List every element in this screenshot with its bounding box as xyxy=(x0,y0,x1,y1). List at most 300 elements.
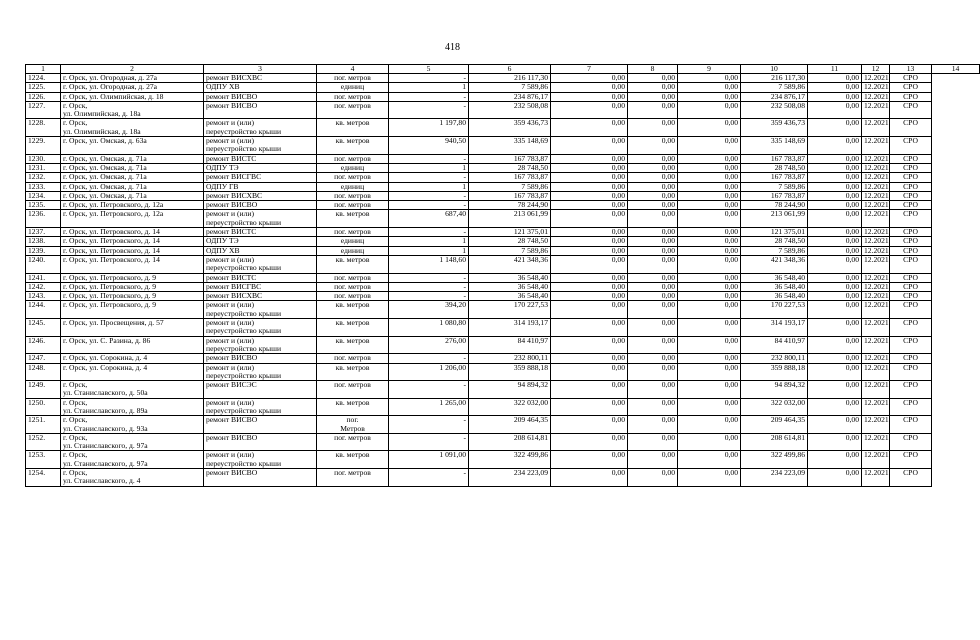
cost-cell-8: 0,00 xyxy=(551,191,628,200)
cost-cell-11: 234 223,09 xyxy=(741,469,808,487)
funding-source-cell: СРО xyxy=(890,101,932,119)
cost-cell-8: 0,00 xyxy=(551,363,628,381)
cost-total-cell: 94 894,32 xyxy=(469,381,551,399)
address-cell xyxy=(61,336,204,354)
cost-cell-8: 0,00 xyxy=(551,137,628,155)
work-type-cell-line: переустройство крыши xyxy=(206,343,282,353)
quantity-cell: - xyxy=(389,469,469,487)
work-type-cell-line: ремонт ВИСХВС xyxy=(206,190,263,200)
row-number-cell: 1242. xyxy=(26,282,61,291)
unit-cell-line: кв. метров xyxy=(335,136,370,146)
cost-cell-10: 0,00 xyxy=(678,292,741,301)
funding-source-cell: СРО xyxy=(890,246,932,255)
cost-cell-12: 0,00 xyxy=(808,163,862,172)
unit-cell-line: пог. метров xyxy=(334,190,371,200)
cost-total-cell: 121 375,01 xyxy=(469,228,551,237)
address-cell-line: г. Орск, ул. Омская, д. 71а xyxy=(63,181,147,191)
work-type-cell-line: переустройство крыши xyxy=(206,144,282,154)
cost-cell-9: 0,00 xyxy=(628,191,678,200)
address-cell-line: г. Орск, ул. Петровского, д. 9 xyxy=(63,272,157,282)
unit-cell xyxy=(317,363,389,381)
unit-cell xyxy=(317,354,389,363)
cost-cell-10: 0,00 xyxy=(678,255,741,273)
cost-total-cell: 36 548,40 xyxy=(469,282,551,291)
unit-cell-line: кв. метров xyxy=(335,118,370,128)
table-row xyxy=(26,336,980,354)
address-cell xyxy=(61,381,204,399)
row-number-cell: 1239. xyxy=(26,246,61,255)
cost-cell-9: 0,00 xyxy=(628,416,678,434)
address-cell xyxy=(61,210,204,228)
work-type-cell xyxy=(204,301,317,319)
address-cell xyxy=(61,301,204,319)
cost-cell-8: 0,00 xyxy=(551,163,628,172)
unit-cell xyxy=(317,101,389,119)
cost-cell-8: 0,00 xyxy=(551,119,628,137)
cost-cell-8: 0,00 xyxy=(551,469,628,487)
cost-cell-9: 0,00 xyxy=(628,201,678,210)
column-number-row xyxy=(26,65,980,74)
address-cell-line: г. Орск, ул. Огородная, д. 27а xyxy=(63,73,158,82)
deadline-cell: 12.2021 xyxy=(862,210,890,228)
row-number-cell: 1251. xyxy=(26,416,61,434)
funding-source-cell: СРО xyxy=(890,336,932,354)
address-cell xyxy=(61,255,204,273)
cost-cell-8: 0,00 xyxy=(551,255,628,273)
cost-cell-10: 0,00 xyxy=(678,154,741,163)
unit-cell-line: Метров xyxy=(340,423,365,433)
cost-cell-8: 0,00 xyxy=(551,273,628,282)
unit-cell xyxy=(317,273,389,282)
cost-cell-10: 0,00 xyxy=(678,210,741,228)
quantity-cell: - xyxy=(389,92,469,101)
unit-cell-line: пог. метров xyxy=(334,100,371,110)
cost-cell-10: 0,00 xyxy=(678,191,741,200)
cost-cell-11: 359 888,18 xyxy=(741,363,808,381)
cost-cell-12: 0,00 xyxy=(808,137,862,155)
unit-cell xyxy=(317,83,389,92)
row-number-cell: 1249. xyxy=(26,381,61,399)
cost-cell-11: 421 348,36 xyxy=(741,255,808,273)
cost-cell-11: 232 508,08 xyxy=(741,101,808,119)
row-number-cell: 1234. xyxy=(26,191,61,200)
address-cell-line: ул. Станиславского, д. 97а xyxy=(63,458,148,468)
funding-source-cell: СРО xyxy=(890,282,932,291)
cost-total-cell: 36 548,40 xyxy=(469,273,551,282)
deadline-cell: 12.2021 xyxy=(862,92,890,101)
funding-source-cell: СРО xyxy=(890,354,932,363)
address-cell xyxy=(61,363,204,381)
work-type-cell-line: ремонт и (или) xyxy=(206,136,254,146)
deadline-cell: 12.2021 xyxy=(862,101,890,119)
cost-total-cell: 359 436,73 xyxy=(469,119,551,137)
row-number-cell: 1229. xyxy=(26,137,61,155)
row-number-cell: 1247. xyxy=(26,354,61,363)
cost-cell-10: 0,00 xyxy=(678,433,741,451)
table-row xyxy=(26,92,980,101)
row-number-cell: 1250. xyxy=(26,398,61,416)
cost-cell-10: 0,00 xyxy=(678,173,741,182)
cost-cell-10: 0,00 xyxy=(678,381,741,399)
cost-cell-11: 121 375,01 xyxy=(741,228,808,237)
address-cell-line: г. Орск, xyxy=(63,380,88,390)
work-type-cell-line: переустройство крыши xyxy=(206,217,282,227)
quantity-cell: 1 080,80 xyxy=(389,319,469,337)
quantity-cell: 1 148,60 xyxy=(389,255,469,273)
work-type-cell-line: ОДПУ ГВ xyxy=(206,181,239,191)
deadline-cell: 12.2021 xyxy=(862,363,890,381)
table-row xyxy=(26,74,980,83)
unit-cell xyxy=(317,210,389,228)
row-number-cell: 1235. xyxy=(26,201,61,210)
quantity-cell: - xyxy=(389,292,469,301)
address-cell-line: г. Орск, ул. Омская, д. 71а xyxy=(63,172,147,182)
address-cell-line: г. Орск, ул. Петровского, д. 14 xyxy=(63,245,160,255)
funding-source-cell: СРО xyxy=(890,416,932,434)
cost-cell-8: 0,00 xyxy=(551,154,628,163)
quantity-cell: - xyxy=(389,101,469,119)
cost-cell-9: 0,00 xyxy=(628,451,678,469)
cost-cell-12: 0,00 xyxy=(808,451,862,469)
unit-cell-line: кв. метров xyxy=(335,209,370,219)
quantity-cell: - xyxy=(389,228,469,237)
cost-cell-10: 0,00 xyxy=(678,182,741,191)
work-type-cell xyxy=(204,101,317,119)
deadline-cell: 12.2021 xyxy=(862,74,890,83)
cost-cell-9: 0,00 xyxy=(628,273,678,282)
table-row xyxy=(26,363,980,381)
quantity-cell: - xyxy=(389,433,469,451)
funding-source-cell: СРО xyxy=(890,363,932,381)
cost-cell-12: 0,00 xyxy=(808,255,862,273)
table-row xyxy=(26,173,980,182)
row-number-cell: 1232. xyxy=(26,173,61,182)
quantity-cell: - xyxy=(389,354,469,363)
funding-source-cell: СРО xyxy=(890,237,932,246)
address-cell-line: г. Орск, ул. Омская, д. 63а xyxy=(63,136,147,146)
work-type-cell xyxy=(204,416,317,434)
unit-cell-line: пог. метров xyxy=(334,281,371,291)
work-type-cell xyxy=(204,381,317,399)
cost-total-cell: 170 227,53 xyxy=(469,301,551,319)
cost-total-cell: 359 888,18 xyxy=(469,363,551,381)
cost-cell-11: 335 148,69 xyxy=(741,137,808,155)
address-cell-line: г. Орск, xyxy=(63,118,88,128)
work-type-cell-line: ремонт и (или) xyxy=(206,118,254,128)
column-number: 13 xyxy=(890,65,932,74)
deadline-cell: 12.2021 xyxy=(862,273,890,282)
work-type-cell-line: переустройство крыши xyxy=(206,370,282,380)
deadline-cell: 12.2021 xyxy=(862,228,890,237)
row-number-cell: 1253. xyxy=(26,451,61,469)
cost-cell-12: 0,00 xyxy=(808,210,862,228)
cost-cell-12: 0,00 xyxy=(808,246,862,255)
address-cell-line: г. Орск, xyxy=(63,468,88,478)
cost-total-cell: 209 464,35 xyxy=(469,416,551,434)
address-cell-line: г. Орск, xyxy=(63,100,88,110)
work-type-cell-line: ремонт и (или) xyxy=(206,362,254,372)
address-cell-line: г. Орск, ул. Просвещения, д. 57 xyxy=(63,318,164,328)
unit-cell xyxy=(317,433,389,451)
table-row xyxy=(26,101,980,119)
cost-cell-12: 0,00 xyxy=(808,354,862,363)
unit-cell-line: кв. метров xyxy=(335,318,370,328)
funding-source-cell: СРО xyxy=(890,83,932,92)
work-type-cell-line: ремонт и (или) xyxy=(206,450,254,460)
work-type-cell xyxy=(204,319,317,337)
cost-cell-9: 0,00 xyxy=(628,282,678,291)
unit-cell xyxy=(317,173,389,182)
cost-cell-8: 0,00 xyxy=(551,210,628,228)
cost-cell-12: 0,00 xyxy=(808,191,862,200)
table-row xyxy=(26,210,980,228)
cost-cell-9: 0,00 xyxy=(628,173,678,182)
unit-cell-line: пог. метров xyxy=(334,380,371,390)
cost-total-cell: 216 117,30 xyxy=(469,74,551,83)
table-row xyxy=(26,319,980,337)
quantity-cell: 1 197,80 xyxy=(389,119,469,137)
cost-cell-11: 167 783,87 xyxy=(741,154,808,163)
unit-cell xyxy=(317,336,389,354)
cost-cell-8: 0,00 xyxy=(551,228,628,237)
cost-cell-11: 167 783,87 xyxy=(741,191,808,200)
address-cell-line: г. Орск, xyxy=(63,432,88,442)
cost-cell-10: 0,00 xyxy=(678,92,741,101)
unit-cell-line: пог. метров xyxy=(334,468,371,478)
work-type-cell xyxy=(204,273,317,282)
cost-cell-10: 0,00 xyxy=(678,119,741,137)
cost-cell-12: 0,00 xyxy=(808,469,862,487)
funding-source-cell: СРО xyxy=(890,381,932,399)
column-number: 6 xyxy=(469,65,551,74)
row-number-cell: 1254. xyxy=(26,469,61,487)
cost-total-cell: 213 061,99 xyxy=(469,210,551,228)
address-cell-line: г. Орск, ул. Петровского, д. 14 xyxy=(63,227,160,237)
cost-cell-12: 0,00 xyxy=(808,292,862,301)
cost-cell-9: 0,00 xyxy=(628,83,678,92)
work-type-cell-line: ремонт ВИСВО xyxy=(206,200,258,210)
quantity-cell: 1 xyxy=(389,237,469,246)
unit-cell xyxy=(317,237,389,246)
unit-cell-line: кв. метров xyxy=(335,335,370,345)
address-cell-line: г. Орск, xyxy=(63,397,88,407)
cost-cell-8: 0,00 xyxy=(551,237,628,246)
address-cell-line: г. Орск, ул. Сорокина, д. 4 xyxy=(63,353,148,363)
column-number: 2 xyxy=(61,65,204,74)
cost-cell-12: 0,00 xyxy=(808,398,862,416)
cost-total-cell: 84 410,97 xyxy=(469,336,551,354)
funding-source-cell: СРО xyxy=(890,301,932,319)
repair-register-table xyxy=(25,64,980,487)
work-type-cell-line: ремонт ВИСВО xyxy=(206,353,258,363)
work-type-cell-line: ОДПУ ХВ xyxy=(206,245,240,255)
deadline-cell: 12.2021 xyxy=(862,246,890,255)
work-type-cell-line: ОДПУ ТЭ xyxy=(206,162,239,172)
column-number: 12 xyxy=(862,65,890,74)
work-type-cell-line: ремонт ВИСВО xyxy=(206,100,258,110)
address-cell xyxy=(61,354,204,363)
quantity-cell: - xyxy=(389,154,469,163)
cost-cell-11: 170 227,53 xyxy=(741,301,808,319)
work-type-cell xyxy=(204,451,317,469)
column-number: 5 xyxy=(389,65,469,74)
row-number-cell: 1241. xyxy=(26,273,61,282)
table-row xyxy=(26,182,980,191)
quantity-cell: 1 206,00 xyxy=(389,363,469,381)
work-type-cell-line: ремонт и (или) xyxy=(206,397,254,407)
cost-total-cell: 322 499,86 xyxy=(469,451,551,469)
cost-cell-8: 0,00 xyxy=(551,74,628,83)
row-number-cell: 1238. xyxy=(26,237,61,246)
cost-cell-11: 28 748,50 xyxy=(741,237,808,246)
unit-cell-line: пог. метров xyxy=(334,227,371,237)
address-cell-line: г. Орск, ул. Омская, д. 71а xyxy=(63,162,147,172)
quantity-cell: - xyxy=(389,273,469,282)
cost-cell-8: 0,00 xyxy=(551,416,628,434)
cost-cell-12: 0,00 xyxy=(808,74,862,83)
cost-cell-11: 94 894,32 xyxy=(741,381,808,399)
funding-source-cell: СРО xyxy=(890,182,932,191)
funding-source-cell: СРО xyxy=(890,74,932,83)
deadline-cell: 12.2021 xyxy=(862,255,890,273)
row-number-cell: 1233. xyxy=(26,182,61,191)
unit-cell-line: кв. метров xyxy=(335,397,370,407)
cost-cell-11: 234 876,17 xyxy=(741,92,808,101)
row-number-cell: 1227. xyxy=(26,101,61,119)
cost-cell-10: 0,00 xyxy=(678,336,741,354)
table-row xyxy=(26,237,980,246)
deadline-cell: 12.2021 xyxy=(862,451,890,469)
work-type-cell-line: ремонт ВИСТС xyxy=(206,272,257,282)
address-cell-line: г. Орск, ул. Петровского, д. 14 xyxy=(63,236,160,246)
address-cell xyxy=(61,451,204,469)
row-number-cell: 1230. xyxy=(26,154,61,163)
deadline-cell: 12.2021 xyxy=(862,416,890,434)
table-row xyxy=(26,381,980,399)
funding-source-cell: СРО xyxy=(890,92,932,101)
quantity-cell: - xyxy=(389,74,469,83)
cost-total-cell: 335 148,69 xyxy=(469,137,551,155)
unit-cell-line: кв. метров xyxy=(335,254,370,264)
address-cell-line: ул. Станиславского, д. 89а xyxy=(63,405,148,415)
cost-cell-9: 0,00 xyxy=(628,137,678,155)
cost-cell-11: 213 061,99 xyxy=(741,210,808,228)
funding-source-cell: СРО xyxy=(890,255,932,273)
table-row xyxy=(26,354,980,363)
cost-cell-12: 0,00 xyxy=(808,83,862,92)
cost-cell-8: 0,00 xyxy=(551,319,628,337)
cost-cell-9: 0,00 xyxy=(628,469,678,487)
deadline-cell: 12.2021 xyxy=(862,137,890,155)
cost-cell-9: 0,00 xyxy=(628,163,678,172)
cost-cell-8: 0,00 xyxy=(551,354,628,363)
work-type-cell-line: ОДПУ ХВ xyxy=(206,82,240,92)
address-cell xyxy=(61,137,204,155)
funding-source-cell: СРО xyxy=(890,398,932,416)
column-number: 1 xyxy=(26,65,61,74)
cost-cell-12: 0,00 xyxy=(808,433,862,451)
cost-cell-10: 0,00 xyxy=(678,416,741,434)
address-cell xyxy=(61,83,204,92)
deadline-cell: 12.2021 xyxy=(862,119,890,137)
cost-cell-12: 0,00 xyxy=(808,182,862,191)
unit-cell-line: единиц xyxy=(340,245,365,255)
work-type-cell-line: переустройство крыши xyxy=(206,263,282,273)
unit-cell-line: единиц xyxy=(340,236,365,246)
work-type-cell-line: переустройство крыши xyxy=(206,308,282,318)
unit-cell-line: пог. метров xyxy=(334,353,371,363)
work-type-cell xyxy=(204,336,317,354)
address-cell xyxy=(61,237,204,246)
unit-cell-line: кв. метров xyxy=(335,450,370,460)
unit-cell-line: пог. метров xyxy=(334,73,371,82)
address-cell xyxy=(61,119,204,137)
unit-cell-line: пог. xyxy=(346,415,359,425)
cost-cell-10: 0,00 xyxy=(678,237,741,246)
work-type-cell-line: ОДПУ ТЭ xyxy=(206,236,239,246)
unit-cell xyxy=(317,119,389,137)
cost-cell-8: 0,00 xyxy=(551,398,628,416)
cost-cell-8: 0,00 xyxy=(551,182,628,191)
address-cell-line: г. Орск, ул. Омская, д. 71а xyxy=(63,153,147,163)
cost-cell-10: 0,00 xyxy=(678,83,741,92)
work-type-cell xyxy=(204,354,317,363)
unit-cell xyxy=(317,319,389,337)
deadline-cell: 12.2021 xyxy=(862,319,890,337)
work-type-cell-line: переустройство крыши xyxy=(206,126,282,136)
funding-source-cell: СРО xyxy=(890,154,932,163)
cost-cell-10: 0,00 xyxy=(678,101,741,119)
funding-source-cell: СРО xyxy=(890,228,932,237)
address-cell-line: ул. Станиславского, д. 93а xyxy=(63,423,148,433)
cost-cell-11: 232 800,11 xyxy=(741,354,808,363)
quantity-cell: 687,40 xyxy=(389,210,469,228)
table-row xyxy=(26,301,980,319)
quantity-cell: - xyxy=(389,381,469,399)
work-type-cell-line: ремонт ВИСХВС xyxy=(206,73,263,82)
deadline-cell: 12.2021 xyxy=(862,237,890,246)
column-number: 10 xyxy=(741,65,808,74)
work-type-cell-line: ремонт ВИСВО xyxy=(206,415,258,425)
cost-cell-11: 36 548,40 xyxy=(741,292,808,301)
cost-cell-12: 0,00 xyxy=(808,119,862,137)
cost-cell-9: 0,00 xyxy=(628,433,678,451)
cost-total-cell: 78 244,90 xyxy=(469,201,551,210)
unit-cell xyxy=(317,469,389,487)
quantity-cell: 1 xyxy=(389,246,469,255)
quantity-cell: - xyxy=(389,416,469,434)
address-cell-line: ул. Станиславского, д. 97а xyxy=(63,441,148,451)
work-type-cell-line: ремонт ВИСГВС xyxy=(206,281,262,291)
address-cell-line: г. Орск, ул. Огородная, д. 27а xyxy=(63,82,158,92)
cost-cell-11: 359 436,73 xyxy=(741,119,808,137)
address-cell-line: г. Орск, xyxy=(63,450,88,460)
address-cell-line: г. Орск, ул. С. Разина, д. 86 xyxy=(63,335,151,345)
deadline-cell: 12.2021 xyxy=(862,381,890,399)
column-number: 9 xyxy=(678,65,741,74)
work-type-cell xyxy=(204,255,317,273)
cost-cell-8: 0,00 xyxy=(551,246,628,255)
cost-cell-8: 0,00 xyxy=(551,336,628,354)
cost-cell-8: 0,00 xyxy=(551,83,628,92)
deadline-cell: 12.2021 xyxy=(862,469,890,487)
address-cell-line: г. Орск, ул. Петровского, д. 9 xyxy=(63,281,157,291)
table-row xyxy=(26,292,980,301)
table-row xyxy=(26,273,980,282)
cost-cell-9: 0,00 xyxy=(628,363,678,381)
cost-cell-9: 0,00 xyxy=(628,301,678,319)
deadline-cell: 12.2021 xyxy=(862,191,890,200)
